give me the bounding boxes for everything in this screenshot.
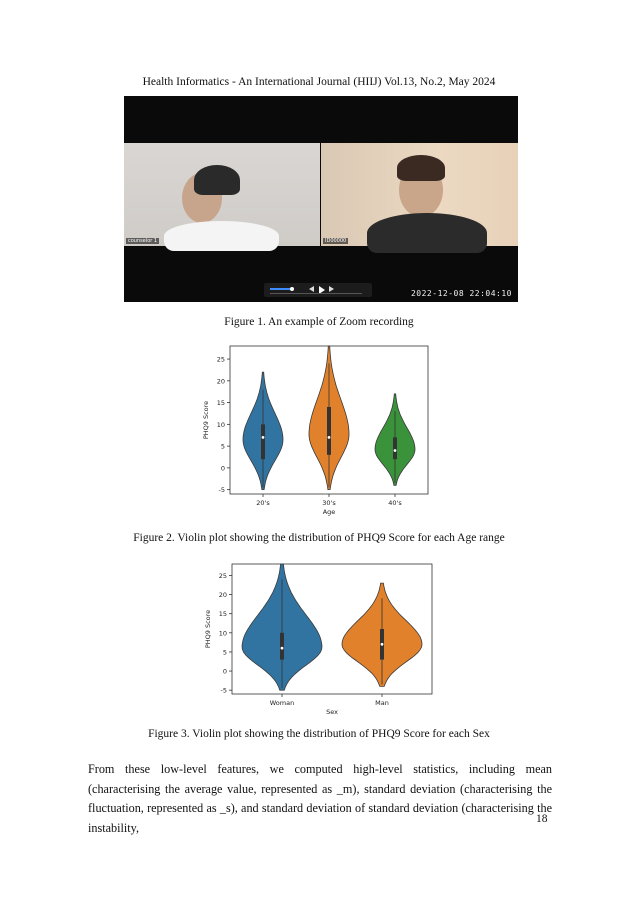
participant-video-right (321, 143, 518, 246)
y-tick-label: 20 (218, 591, 227, 600)
violin-median (262, 436, 265, 439)
participant-name-right: ID00000 (325, 238, 347, 244)
y-tick-label: 10 (216, 420, 225, 429)
violin-iqr-box (327, 407, 331, 455)
figure1-caption: Figure 1. An example of Zoom recording (224, 316, 414, 328)
y-tick-label: 20 (216, 377, 225, 386)
participant-name-left: counselor 1 (128, 238, 158, 244)
participant-video-left (124, 143, 320, 246)
x-tick-label: 20's (256, 499, 270, 507)
y-tick-label: -5 (218, 486, 225, 495)
violin-iqr-box (393, 437, 397, 459)
y-axis-label: PHQ9 Score (202, 400, 210, 440)
x-axis-label: Sex (326, 708, 338, 716)
x-tick-label: Woman (269, 699, 295, 707)
playback-control-bar (264, 283, 372, 297)
y-tick-label: -5 (220, 686, 227, 695)
y-tick-label: 0 (222, 667, 227, 676)
page-number: 18 (536, 813, 548, 825)
x-tick-label: 40's (388, 499, 402, 507)
violin-median (328, 436, 331, 439)
x-tick-label: Man (375, 699, 389, 707)
y-tick-label: 25 (218, 571, 227, 580)
body-paragraph: From these low-level features, we computed high-level statistics, including mean (characterising the average value, represented as _m), standard deviation (characterising the fluctuation, represented as _s), and standard deviation of standard deviation (characterising the instability, (88, 762, 552, 835)
zoom-recording-image (124, 96, 518, 302)
y-tick-label: 15 (218, 610, 227, 619)
recording-timestamp: 2022-12-08 22:04:10 (410, 289, 512, 298)
violin-median (281, 647, 284, 650)
figure2-caption: Figure 2. Violin plot showing the distribution of PHQ9 Score for each Age range (133, 532, 505, 544)
running-header: Health Informatics - An International Journal (HIIJ) Vol.13, No.2, May 2024 (142, 76, 496, 88)
y-tick-label: 25 (216, 355, 225, 364)
violin-iqr-box (261, 424, 265, 459)
y-tick-label: 15 (216, 399, 225, 408)
y-tick-label: 10 (218, 629, 227, 638)
x-tick-label: 30's (322, 499, 336, 507)
violin-chart-sex (198, 560, 438, 718)
y-tick-label: 0 (220, 464, 225, 473)
violin-iqr-box (280, 633, 284, 660)
violin-median (394, 449, 397, 452)
violin-chart-age (196, 340, 436, 520)
figure3-caption: Figure 3. Violin plot showing the distribution of PHQ9 Score for each Sex (148, 728, 490, 740)
y-tick-label: 5 (222, 648, 227, 657)
x-axis-label: Age (322, 508, 336, 516)
violin-median (381, 643, 384, 646)
y-tick-label: 5 (220, 442, 225, 451)
y-axis-label: PHQ9 Score (204, 609, 212, 649)
